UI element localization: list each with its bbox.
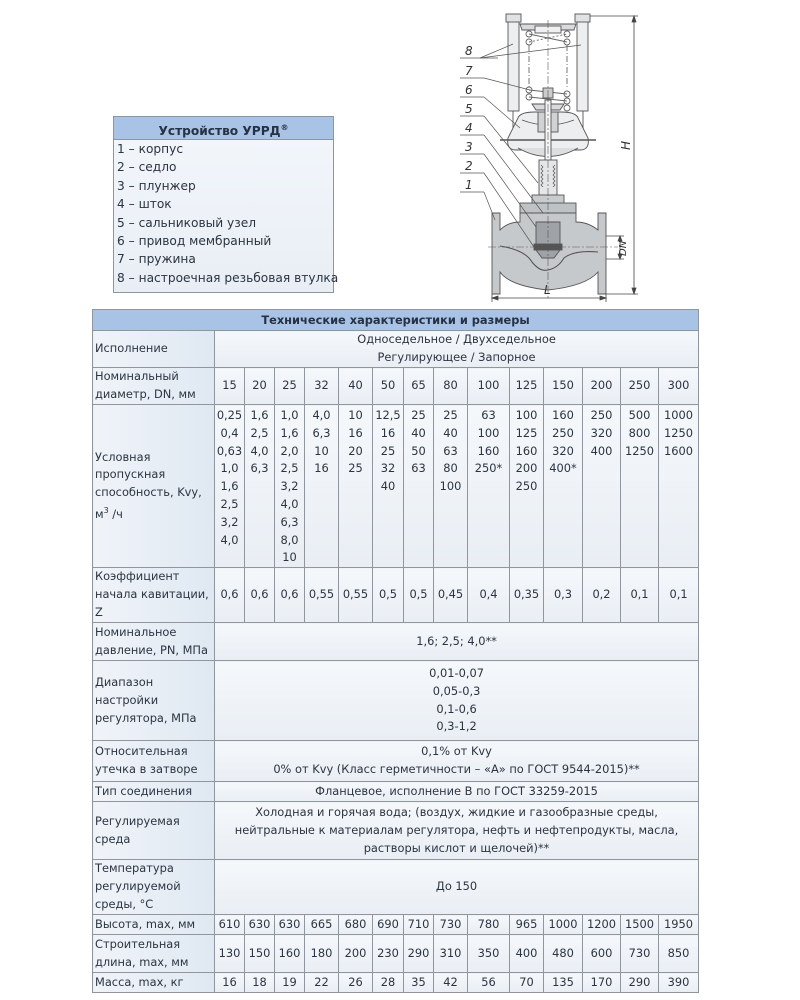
leak-line: 0% от Kvy (Класс герметичности – «А» по ГОСТ 9544-2015)** <box>273 762 640 777</box>
cavitation-cell: 0,2 <box>583 568 621 623</box>
mass-cell: 135 <box>544 973 583 993</box>
height-cell: 1000 <box>544 915 583 935</box>
kvy-value: 1000 <box>664 408 694 422</box>
row-label: Исполнение <box>93 331 215 368</box>
cavitation-cell: 0,5 <box>373 568 404 623</box>
row-label: Относительная утечка в затворе <box>93 741 215 782</box>
dn-cell: 40 <box>339 368 373 405</box>
length-cell: 290 <box>404 935 434 973</box>
kvy-cell <box>305 405 339 568</box>
kvy-value: 2,0 <box>280 443 299 458</box>
mass-cell: 35 <box>404 973 434 993</box>
kvy-value: 4,0 <box>250 443 269 458</box>
kvy-value: 0,63 <box>216 443 243 458</box>
kvy-value: 50 <box>411 443 426 458</box>
kvy-value: 160 <box>552 408 574 422</box>
range-line: 0,3-1,2 <box>436 719 477 734</box>
kvy-value: 0,25 <box>216 408 243 422</box>
mass-cell: 390 <box>659 973 699 993</box>
legend-item: 5 – сальниковый узел <box>117 215 257 230</box>
dn-cell: 150 <box>544 368 583 405</box>
table-title: Технические характеристики и размеры <box>93 310 699 331</box>
device-legend <box>113 116 339 293</box>
kvy-value: 6,3 <box>250 461 269 476</box>
row-label: Регулируемая среда <box>93 802 215 860</box>
kvy-cell <box>510 405 544 568</box>
kvy-value: 320 <box>590 425 613 440</box>
kvy-value: 40 <box>443 425 458 440</box>
kvy-unit-rest: /ч <box>108 506 123 521</box>
kvy-cell <box>434 405 468 568</box>
length-cell: 400 <box>510 935 544 973</box>
pressure-value: 1,6; 2,5; 4,0** <box>215 623 699 661</box>
medium-value: Холодная и горячая вода; (воздух, жидкие и газообразные среды, нейтральные к материалам регулятора, нефть и нефтепродукты, масла, растворы кислот и щелочей)** <box>215 802 699 860</box>
mass-cell: 26 <box>339 973 373 993</box>
kvy-value: 100 <box>477 425 500 440</box>
row-temperature <box>93 860 699 915</box>
mass-cell: 16 <box>215 973 245 993</box>
dn-cell: 125 <box>510 368 544 405</box>
legend-item: 8 – настроечная резьбовая втулка <box>117 270 339 285</box>
length-cell: 130 <box>215 935 245 973</box>
dim-label-l: L <box>544 283 551 297</box>
row-label: Тип соединения <box>93 782 215 802</box>
kvy-cell <box>339 405 373 568</box>
guide-post-right <box>577 16 588 111</box>
kvy-value: 40 <box>411 425 426 440</box>
temperature-value: До 150 <box>215 860 699 915</box>
length-cell: 150 <box>245 935 275 973</box>
kvy-value: 1,6 <box>280 425 299 440</box>
kvy-value: 25 <box>380 443 396 458</box>
kvy-cell <box>544 405 583 568</box>
kvy-value: 250 <box>590 408 613 422</box>
registered-mark: ® <box>280 123 289 132</box>
kvy-value: 3,2 <box>220 514 239 529</box>
kvy-value: 1,0 <box>280 408 299 422</box>
kvy-unit: м <box>95 506 104 521</box>
kvy-value: 16 <box>380 425 396 440</box>
leak-value <box>215 741 699 782</box>
kvy-unit-sup: 3 <box>103 505 109 515</box>
length-cell: 350 <box>468 935 510 973</box>
kvy-value: 25 <box>411 408 426 422</box>
execution-line: Регулирующее / Запорное <box>377 350 536 364</box>
kvy-cell <box>215 405 245 568</box>
dn-cell: 50 <box>373 368 404 405</box>
row-height <box>93 915 699 935</box>
length-cell: 600 <box>583 935 621 973</box>
row-label: Номинальный диаметр, DN, мм <box>93 368 215 405</box>
kvy-value: 100 <box>439 479 462 494</box>
kvy-value: 10 <box>282 550 297 565</box>
kvy-value: 10 <box>314 443 329 458</box>
callout-7: 7 <box>465 64 473 78</box>
range-line: 0,05-0,3 <box>432 683 481 698</box>
legend-title-text: Устройство УРРД <box>158 124 281 139</box>
row-medium <box>93 802 699 860</box>
dn-cell: 20 <box>245 368 275 405</box>
length-cell: 310 <box>434 935 468 973</box>
leak-line: 0,1% от Kvy <box>421 744 492 759</box>
kvy-value: 16 <box>314 461 329 476</box>
kvy-value: 6,3 <box>312 425 331 440</box>
row-label <box>93 405 215 568</box>
kvy-value: 20 <box>348 443 363 458</box>
kvy-value: 25 <box>443 408 458 422</box>
dn-cell: 300 <box>659 368 699 405</box>
row-label: Строительная длина, max, мм <box>93 935 215 973</box>
row-cavitation <box>93 568 699 623</box>
kvy-value: 6,3 <box>280 514 299 529</box>
row-label: Температура регулируемой среды, °С <box>93 860 215 915</box>
kvy-label: Условная пропускная способность, Kvy, <box>95 449 202 500</box>
kvy-cell <box>468 405 510 568</box>
callout-3: 3 <box>465 140 473 154</box>
legend-item: 2 – седло <box>117 160 177 175</box>
dim-label-dn: DN <box>618 240 629 256</box>
row-label: Масса, max, кг <box>93 973 215 993</box>
row-execution <box>93 331 699 368</box>
height-cell: 710 <box>404 915 434 935</box>
legend-bottom-pad <box>114 287 333 292</box>
row-kvy <box>93 405 699 568</box>
cavitation-cell: 0,55 <box>305 568 339 623</box>
cavitation-cell: 0,3 <box>544 568 583 623</box>
height-cell: 690 <box>373 915 404 935</box>
dn-cell: 250 <box>621 368 659 405</box>
dn-cell: 25 <box>275 368 305 405</box>
mass-cell: 170 <box>583 973 621 993</box>
kvy-value: 125 <box>515 425 538 440</box>
legend-item: 3 – плунжер <box>117 178 196 193</box>
height-cell: 730 <box>434 915 468 935</box>
height-cell: 610 <box>215 915 245 935</box>
kvy-value: 1250 <box>625 443 654 458</box>
row-mass <box>93 973 699 993</box>
dn-cell: 32 <box>305 368 339 405</box>
callout-1: 1 <box>465 178 473 192</box>
kvy-value: 1600 <box>664 443 694 458</box>
callout-5: 5 <box>465 102 473 116</box>
row-length <box>93 935 699 973</box>
kvy-value: 2,5 <box>280 461 299 476</box>
cavitation-cell: 0,55 <box>339 568 373 623</box>
length-cell: 230 <box>373 935 404 973</box>
kvy-value: 0,4 <box>220 425 239 440</box>
kvy-value: 1250 <box>664 425 694 440</box>
kvy-value: 1,0 <box>220 461 239 476</box>
row-pressure <box>93 623 699 661</box>
length-cell: 480 <box>544 935 583 973</box>
length-cell: 160 <box>275 935 305 973</box>
cavitation-cell: 0,5 <box>404 568 434 623</box>
kvy-value: 1,6 <box>220 479 239 494</box>
kvy-value: 160 <box>515 443 538 458</box>
callout-4: 4 <box>465 121 473 135</box>
cavitation-cell: 0,1 <box>659 568 699 623</box>
kvy-value: 200 <box>515 461 538 476</box>
kvy-value: 800 <box>628 425 651 440</box>
kvy-value: 250* <box>474 461 503 476</box>
kvy-value: 1,6 <box>250 408 269 422</box>
mass-cell: 19 <box>275 973 305 993</box>
kvy-cell <box>659 405 699 568</box>
kvy-value: 2,5 <box>250 425 269 440</box>
length-cell: 850 <box>659 935 699 973</box>
mass-cell: 18 <box>245 973 275 993</box>
execution-line: Односедельное / Двухседельное <box>357 332 556 347</box>
height-cell: 1500 <box>621 915 659 935</box>
kvy-value: 160 <box>477 443 500 458</box>
kvy-cell <box>275 405 305 568</box>
range-value <box>215 661 699 741</box>
height-cell: 630 <box>245 915 275 935</box>
row-range <box>93 661 699 741</box>
legend-item: 1 – корпус <box>117 142 184 156</box>
row-label: Номинальное давление, PN, МПа <box>93 623 215 661</box>
height-cell: 780 <box>468 915 510 935</box>
row-label: Коэффициент начала кавитации, Z <box>93 568 215 623</box>
length-cell: 730 <box>621 935 659 973</box>
kvy-value: 32 <box>380 461 396 476</box>
dim-label-h: H <box>619 140 633 150</box>
row-label: Высота, max, мм <box>93 915 215 935</box>
row-connection <box>93 782 699 802</box>
kvy-value: 250 <box>552 425 574 440</box>
kvy-value: 80 <box>443 461 458 476</box>
legend-title <box>114 117 333 140</box>
kvy-value: 8,0 <box>280 532 299 547</box>
kvy-cell <box>583 405 621 568</box>
cavitation-cell: 0,6 <box>215 568 245 623</box>
kvy-value: 400* <box>549 461 577 476</box>
legend-item: 6 – привод мембранный <box>117 233 272 248</box>
height-cell: 965 <box>510 915 544 935</box>
dn-cell: 80 <box>434 368 468 405</box>
dn-cell: 100 <box>468 368 510 405</box>
kvy-value: 100 <box>515 408 538 422</box>
height-cell: 680 <box>339 915 373 935</box>
table-title-row <box>93 310 699 331</box>
kvy-value: 250 <box>515 479 538 494</box>
height-cell: 1200 <box>583 915 621 935</box>
callout-8: 8 <box>465 44 473 58</box>
mass-cell: 22 <box>305 973 339 993</box>
spec-table <box>92 309 699 993</box>
callout-6: 6 <box>465 83 473 97</box>
range-line: 0,01-0,07 <box>429 666 484 681</box>
kvy-value: 16 <box>348 425 363 440</box>
cavitation-cell: 0,4 <box>468 568 510 623</box>
kvy-value: 4,0 <box>312 408 331 422</box>
cavitation-cell: 0,6 <box>275 568 305 623</box>
kvy-value: 400 <box>590 443 613 458</box>
kvy-value: 320 <box>552 443 574 458</box>
callout-2: 2 <box>465 159 473 173</box>
cavitation-cell: 0,45 <box>434 568 468 623</box>
kvy-cell <box>404 405 434 568</box>
kvy-value: 63 <box>411 461 426 476</box>
length-cell: 180 <box>305 935 339 973</box>
valve-drawing <box>440 0 660 305</box>
mass-cell: 290 <box>621 973 659 993</box>
legend-item: 4 – шток <box>117 197 172 212</box>
mass-cell: 42 <box>434 973 468 993</box>
kvy-value: 10 <box>348 408 363 422</box>
height-cell: 630 <box>275 915 305 935</box>
kvy-value: 63 <box>443 443 458 458</box>
dn-cell: 200 <box>583 368 621 405</box>
mass-cell: 28 <box>373 973 404 993</box>
kvy-cell <box>621 405 659 568</box>
legend-item: 7 – пружина <box>117 252 196 267</box>
kvy-value: 500 <box>628 408 651 422</box>
connection-value: Фланцевое, исполнение В по ГОСТ 33259-2015 <box>215 782 699 802</box>
height-cell: 665 <box>305 915 339 935</box>
guide-post-left <box>508 16 519 111</box>
kvy-value: 63 <box>481 408 496 422</box>
kvy-cell <box>373 405 404 568</box>
cavitation-cell: 0,1 <box>621 568 659 623</box>
dn-cell: 15 <box>215 368 245 405</box>
kvy-value: 40 <box>380 479 396 494</box>
dn-cell: 65 <box>404 368 434 405</box>
kvy-cell <box>245 405 275 568</box>
kvy-value: 25 <box>348 461 363 476</box>
range-line: 0,1-0,6 <box>436 701 477 716</box>
length-cell: 200 <box>339 935 373 973</box>
mass-cell: 56 <box>468 973 510 993</box>
kvy-value: 3,2 <box>280 479 299 494</box>
row-label: Диапазон настройки регулятора, МПа <box>93 661 215 741</box>
row-leak <box>93 741 699 782</box>
kvy-value: 4,0 <box>220 532 239 547</box>
cavitation-cell: 0,6 <box>245 568 275 623</box>
kvy-value: 12,5 <box>375 408 401 422</box>
mass-cell: 70 <box>510 973 544 993</box>
execution-value <box>215 331 699 368</box>
row-dn <box>93 368 699 405</box>
cavitation-cell: 0,35 <box>510 568 544 623</box>
kvy-value: 4,0 <box>280 496 299 511</box>
kvy-value: 2,5 <box>220 496 239 511</box>
height-cell: 1950 <box>659 915 699 935</box>
